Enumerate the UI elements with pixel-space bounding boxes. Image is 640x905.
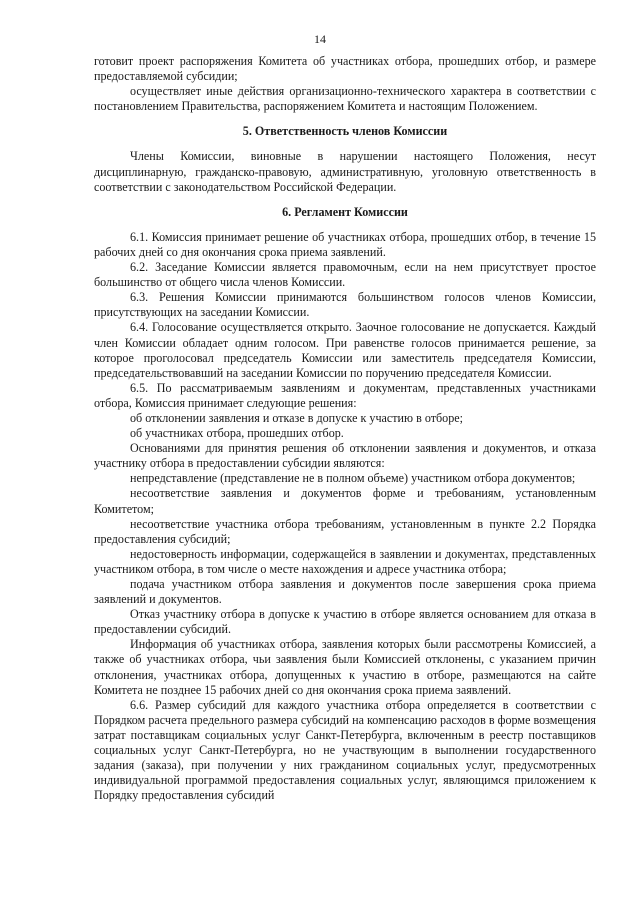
- paragraph: 6.5. По рассматриваемым заявлениям и документам, представленных участниками отбора, Комиссия принимает следующие решения:: [94, 380, 596, 410]
- paragraph: Отказ участнику отбора в допуске к участию в отборе является основанием для отказа в предоставлении субсидий.: [94, 607, 596, 637]
- paragraph: 6.3. Решения Комиссии принимаются большинством голосов членов Комиссии, присутствующих на заседании Комиссии.: [94, 290, 596, 320]
- page-number: 14: [314, 32, 326, 46]
- paragraph: 6.2. Заседание Комиссии является правомочным, если на нем присутствует простое большинство от общего числа членов Комиссии.: [94, 260, 596, 290]
- paragraph: осуществляет иные действия организационно-технического характера в соответствии с постановлением Правительства, распоряжением Комитета и настоящим Положением.: [94, 84, 596, 114]
- list-item: несоответствие участника отбора требованиям, установленным в пункте 2.2 Порядка предоставления субсидий;: [94, 516, 596, 546]
- paragraph: Члены Комиссии, виновные в нарушении настоящего Положения, несут дисциплинарную, гражданско-правовую, административную, уголовную ответственность в соответствии с законодательством Российской Федерации.: [94, 149, 596, 194]
- list-item: непредставление (представление не в полном объеме) участником отбора документов;: [130, 471, 576, 486]
- list-item: об отклонении заявления и отказе в допуске к участию в отборе;: [130, 410, 463, 425]
- list-item: недостоверность информации, содержащейся в заявлении и документах, представленных участником отбора, в том числе о месте нахождения и адресе участника отбора;: [94, 546, 596, 576]
- list-item: несоответствие заявления и документов форме и требованиям, установленным Комитетом;: [94, 486, 596, 516]
- document-body: [94, 54, 596, 803]
- list-item: подача участником отбора заявления и документов после завершения срока приема заявлений и документов.: [94, 577, 596, 607]
- paragraph: готовит проект распоряжения Комитета об участниках отбора, прошедших отбор, и размере предоставляемой субсидии;: [94, 54, 596, 84]
- paragraph: 6.6. Размер субсидий для каждого участника отбора определяется в соответствии с Порядком расчета предельного размера субсидий на компенсацию расходов в форме возмещения затрат поставщикам социальных услуг Санкт-Петербурга, включенным в реестр поставщиков социальных услуг Санкт-Петербурга, но не участвующим в выполнении государственного задания (заказа), при получении у них гражданином социальных услуг, предусмотренных индивидуальной программой предоставления социальных услуг, являющимся приложением к Порядку предоставления субсидий: [94, 697, 596, 803]
- list-item: об участниках отбора, прошедших отбор.: [130, 426, 344, 441]
- paragraph: Информация об участниках отбора, заявления которых были рассмотрены Комиссией, а также об участниках отбора, чьи заявления были Комиссией отклонены, с указанием причин отклонения, участниках отбора, допущенных к участию в отборе, размещаются на сайте Комитета не позднее 15 рабочих дней со дня окончания срока приема заявлений.: [94, 637, 596, 697]
- section-heading-6: 6. Регламент Комиссии: [282, 204, 408, 219]
- paragraph: 6.1. Комиссия принимает решение об участниках отбора, прошедших отбор, в течение 15 рабочих дней со дня окончания срока приема заявлений.: [94, 229, 596, 259]
- paragraph: Основаниями для принятия решения об отклонении заявления и документов, и отказа участнику отбора в предоставлении субсидии являются:: [94, 441, 596, 471]
- section-heading-5: 5. Ответственность членов Комиссии: [242, 124, 448, 139]
- paragraph: 6.4. Голосование осуществляется открыто. Заочное голосование не допускается. Каждый член Комиссии обладает одним голосом. При равенстве голосов принимается решение, за которое проголосовал председатель Комиссии или заместитель председателя Комиссии, председательствовавший на заседании Комиссии по поручению председателя Комиссии.: [94, 320, 596, 380]
